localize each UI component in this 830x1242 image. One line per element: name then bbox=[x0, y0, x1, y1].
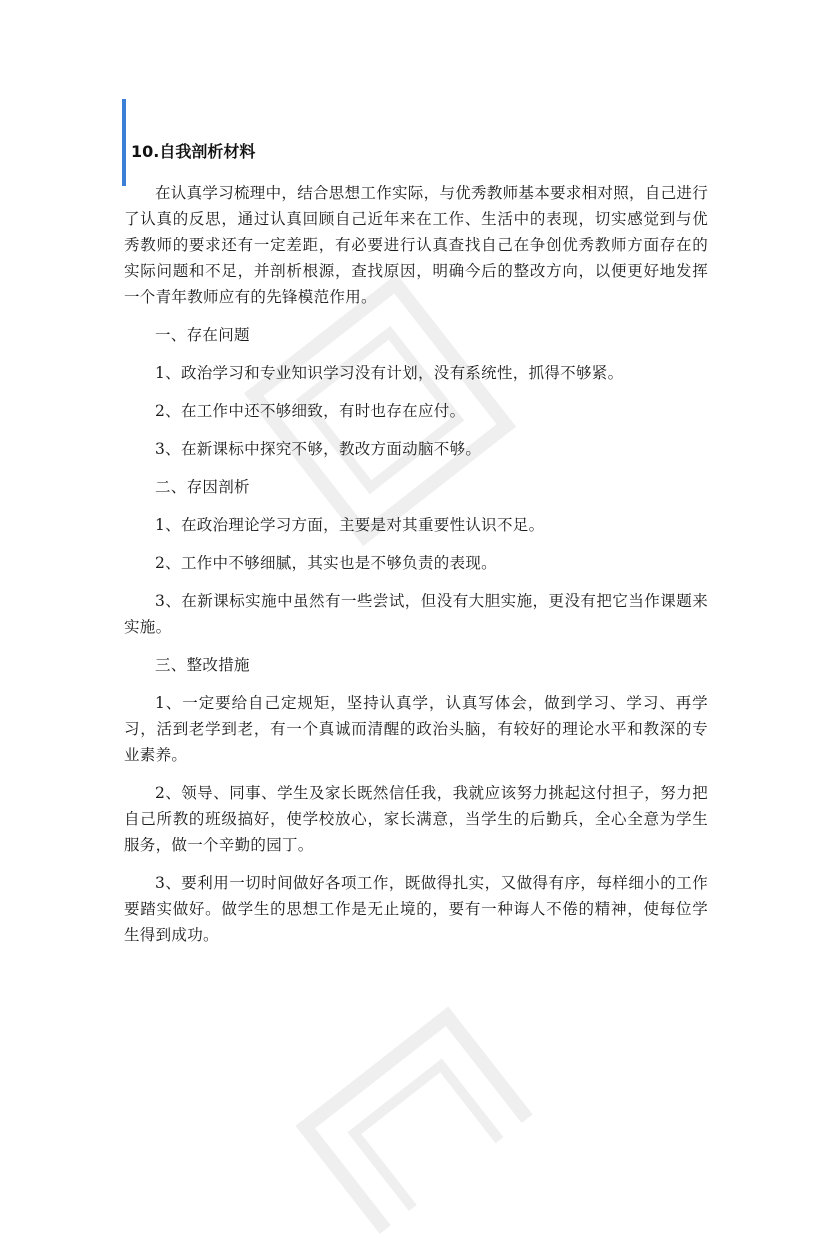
list-item: 1、政治学习和专业知识学习没有计划，没有系统性，抓得不够紧。 bbox=[155, 364, 624, 382]
document-body bbox=[124, 180, 708, 960]
section-heading-analysis: 二、存因剖析 bbox=[155, 478, 250, 496]
document-title: 10.自我剖析材料 bbox=[131, 142, 256, 161]
section-heading-problems: 一、存在问题 bbox=[155, 326, 250, 344]
intro-paragraph: 在认真学习梳理中，结合思想工作实际，与优秀教师基本要求相对照，自己进行了认真的反思，通过认真回顾自己近年来在工作、生活中的表现，切实感觉到与优秀教师的要求还有一定差距，有必要进行认真查找自己在争创优秀教师方面存在的实际问题和不足，并剖析根源，查找原因，明确今后的整改方向，以便更好地发挥一个青年教师应有的先锋模范作用。 bbox=[124, 184, 709, 306]
list-item: 3、在新课标实施中虽然有一些尝试，但没有大胆实施，更没有把它当作课题来实施。 bbox=[124, 592, 708, 636]
list-item: 2、在工作中还不够细致，有时也存在应付。 bbox=[155, 402, 466, 420]
section-heading-measures: 三、整改措施 bbox=[155, 656, 250, 674]
list-item: 3、要利用一切时间做好各项工作，既做得扎实，又做得有序，每样细小的工作要踏实做好。做学生的思想工作是无止境的，要有一种诲人不倦的精神，使每位学生得到成功。 bbox=[124, 874, 708, 944]
list-item: 3、在新课标中探究不够，教改方面动脑不够。 bbox=[155, 440, 482, 458]
list-item: 1、在政治理论学习方面，主要是对其重要性认识不足。 bbox=[155, 516, 545, 534]
title-accent-bar bbox=[122, 99, 126, 186]
list-item: 2、工作中不够细腻，其实也是不够负责的表现。 bbox=[155, 554, 497, 572]
list-item: 2、领导、同事、学生及家长既然信任我，我就应该努力挑起这付担子，努力把自己所教的班级搞好，使学校放心，家长满意，当学生的后勤兵，全心全意为学生服务，做一个辛勤的园丁。 bbox=[124, 784, 708, 854]
list-item: 1、一定要给自己定规矩，坚持认真学，认真写体会，做到学习、学习、再学习，活到老学到老，有一个真诚而清醒的政治头脑，有较好的理论水平和教深的专业素养。 bbox=[124, 694, 708, 764]
watermark-stamp bbox=[277, 988, 543, 1242]
